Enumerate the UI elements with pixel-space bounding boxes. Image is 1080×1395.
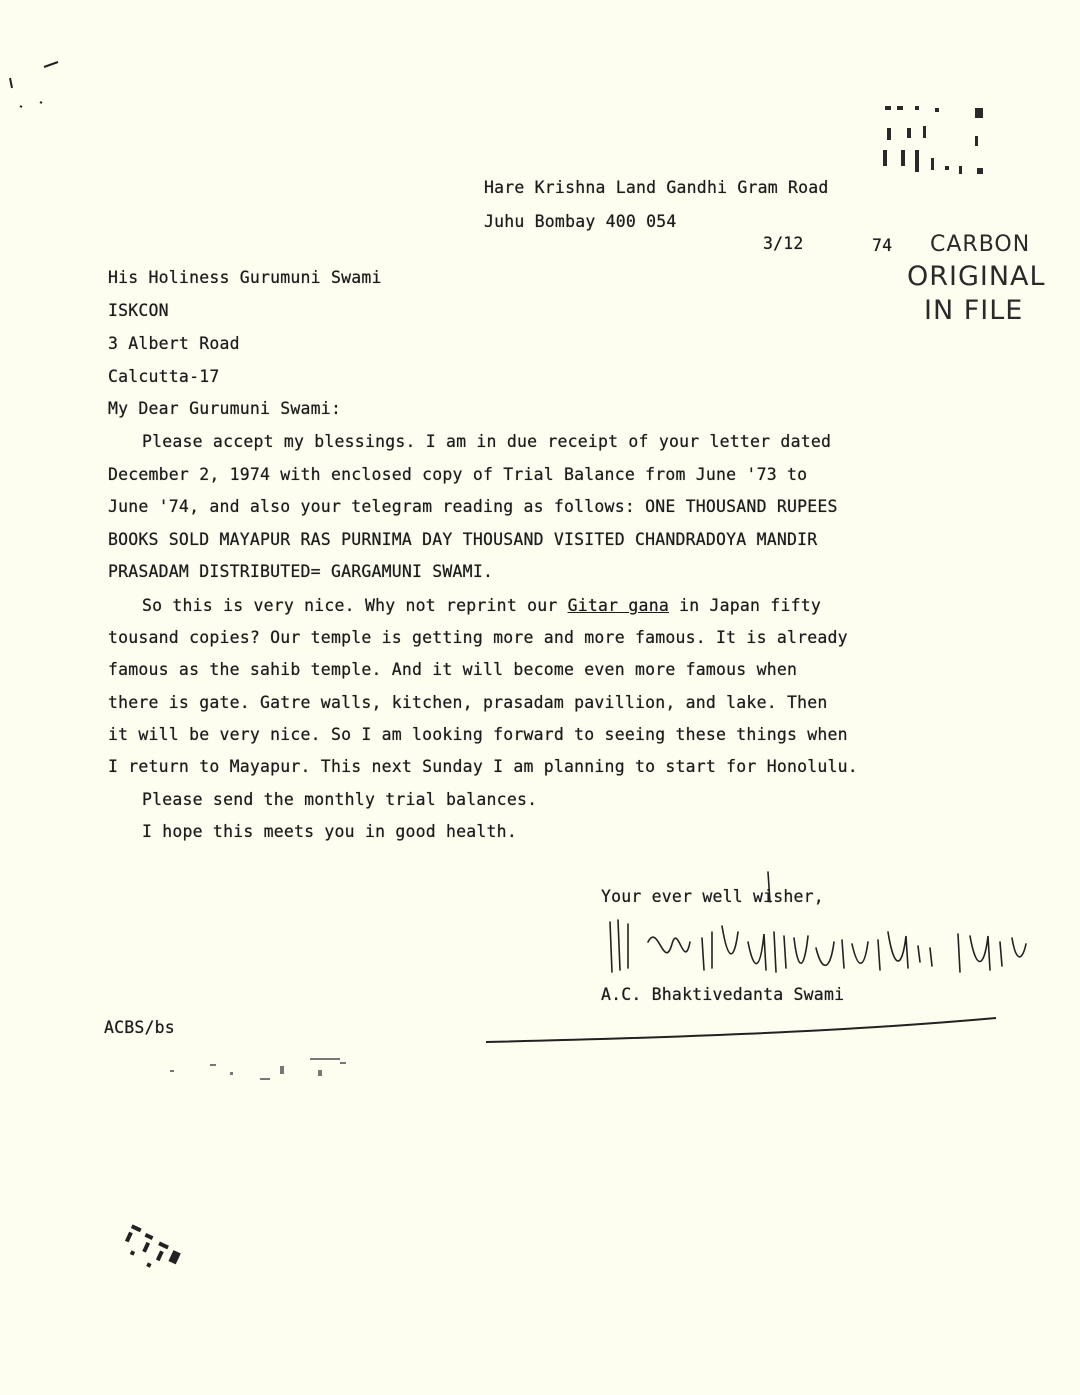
carbon-stamp-line-3: IN FILE — [924, 295, 1024, 326]
salutation: My Dear Gurumuni Swami: — [108, 399, 342, 418]
body-line: BOOKS SOLD MAYAPUR RAS PURNIMA DAY THOUSAND VISITED CHANDRADOYA MANDIR — [108, 530, 818, 549]
recipient-line-3: 3 Albert Road — [108, 334, 240, 353]
recipient-line-2: ISKCON — [108, 301, 169, 320]
body-line: Please accept my blessings. I am in due receipt of your letter dated — [142, 432, 832, 451]
body-line: June '74, and also your telegram reading as follows: ONE THOUSAND RUPEES — [108, 497, 838, 516]
body-line: there is gate. Gatre walls, kitchen, prasadam pavillion, and lake. Then — [108, 693, 828, 712]
body-line: PRASADAM DISTRIBUTED= GARGAMUNI SWAMI. — [108, 562, 494, 581]
carbon-stamp-line-1: CARBON — [930, 232, 1031, 257]
signature-line — [480, 1010, 1010, 1050]
body-line: December 2, 1974 with enclosed copy of Trial Balance from June '73 to — [108, 465, 808, 484]
letter-date-year: 74 — [872, 236, 893, 255]
signatory-name: A.C. Bhaktivedanta Swami — [601, 985, 845, 1004]
reference-initials: ACBS/bs — [104, 1018, 175, 1037]
body-line: Please send the monthly trial balances. — [142, 790, 538, 809]
body-line: famous as the sahib temple. And it will become even more famous when — [108, 660, 798, 679]
body-text: in Japan fifty — [668, 596, 821, 615]
file-stamp — [875, 100, 995, 190]
recipient-line-4: Calcutta-17 — [108, 367, 220, 386]
body-line: it will be very nice. So I am looking forward to seeing these things when — [108, 725, 848, 744]
body-line: I hope this meets you in good health. — [142, 822, 517, 841]
body-line: I return to Mayapur. This next Sunday I am planning to start for Honolulu. — [108, 757, 858, 776]
letter-date-day: 3/12 — [763, 234, 804, 253]
signature — [598, 862, 1038, 992]
scan-marks-top-left — [0, 50, 90, 120]
body-line — [142, 596, 821, 616]
carbon-stamp-line-2: ORIGINAL — [907, 261, 1046, 292]
body-line: tousand copies? Our temple is getting more and more famous. It is already — [108, 628, 848, 647]
smudge-marks — [150, 1050, 370, 1090]
letterhead-line-2: Juhu Bombay 400 054 — [484, 212, 677, 231]
body-text: So this is very nice. Why not reprint our — [142, 596, 568, 615]
scan-marks-bottom-left — [108, 1220, 208, 1290]
letterhead-line-1: Hare Krishna Land Gandhi Gram Road — [484, 178, 829, 197]
book-title: Gitar gana — [567, 596, 669, 615]
valediction: Your ever well wisher, — [601, 887, 824, 906]
recipient-line-1: His Holiness Gurumuni Swami — [108, 268, 382, 287]
